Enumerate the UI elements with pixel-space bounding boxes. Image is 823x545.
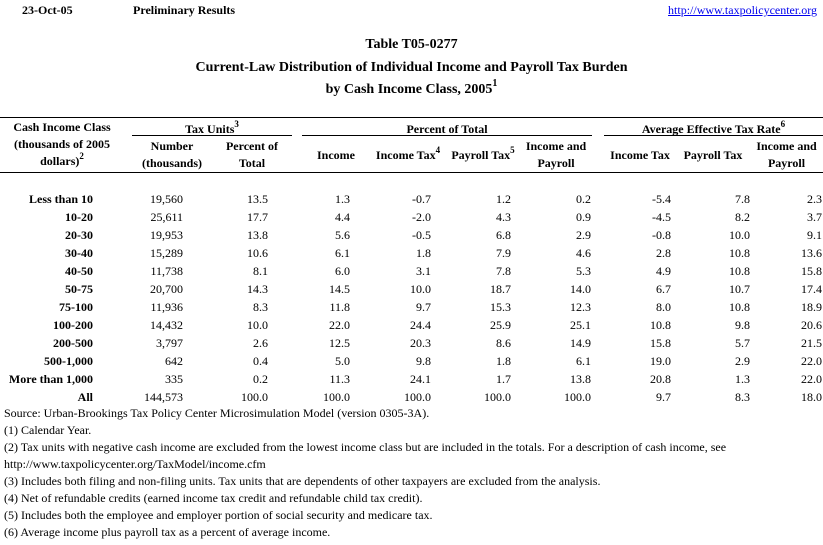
cell-pct-of-total-units: 0.4 (253, 354, 268, 368)
col-group-percent-of-total: Percent of Total (406, 122, 488, 136)
cell-aer-income-tax: 15.8 (650, 336, 671, 350)
cell-aer-payroll-tax: 8.3 (735, 390, 750, 404)
table-row (0, 262, 822, 280)
report-date: 23-Oct-05 (22, 3, 73, 17)
cell-number-thousands: 144,573 (144, 390, 183, 404)
cell-pct-income-and-payroll: 13.8 (570, 372, 591, 386)
table-subtitle: by Cash Income Class, 2005$^1$ (325, 78, 498, 97)
cell-pct-income-tax: 10.0 (410, 282, 431, 296)
cell-pct-income: 12.5 (329, 336, 350, 350)
cell-aer-income-and-payroll: 2.3 (807, 192, 822, 206)
cell-pct-payroll-tax: 25.9 (490, 318, 511, 332)
cell-pct-income-tax: 100.0 (404, 390, 431, 404)
cell-pct-payroll-tax: 6.8 (496, 228, 511, 242)
cell-aer-income-tax: 19.0 (650, 354, 671, 368)
cell-aer-income-and-payroll: 9.1 (807, 228, 822, 242)
cell-pct-income: 100.0 (323, 390, 350, 404)
col-aer-income-tax: Income Tax (610, 148, 670, 162)
cell-aer-income-tax: -0.8 (652, 228, 671, 242)
cell-number-thousands: 25,611 (150, 210, 183, 224)
cell-pct-income-tax: 9.8 (416, 354, 431, 368)
cell-pct-payroll-tax: 7.9 (496, 246, 511, 260)
cell-number-thousands: 19,560 (150, 192, 183, 206)
cell-pct-income-and-payroll: 14.9 (570, 336, 591, 350)
cell-number-thousands: 19,953 (150, 228, 183, 242)
table-row (0, 370, 822, 388)
cell-pct-income-and-payroll: 6.1 (576, 354, 591, 368)
cell-pct-income: 14.5 (329, 282, 350, 296)
distribution-table (0, 190, 822, 406)
cell-pct-income-tax: 20.3 (410, 336, 431, 350)
cell-pct-of-total-units: 13.5 (247, 192, 268, 206)
cell-pct-of-total-units: 0.2 (253, 372, 268, 386)
cell-aer-income-tax: 2.8 (656, 246, 671, 260)
cell-pct-income-tax: -0.7 (412, 192, 431, 206)
cell-number-thousands: 20,700 (150, 282, 183, 296)
cell-pct-payroll-tax: 4.3 (496, 210, 511, 224)
cell-pct-of-total-units: 17.7 (247, 210, 268, 224)
footnote-5: (5) Includes both the employee and employer portion of social security and medicare tax. (4, 508, 433, 522)
cell-aer-income-tax: 8.0 (656, 300, 671, 314)
cell-pct-of-total-units: 2.6 (253, 336, 268, 350)
cell-pct-payroll-tax: 15.3 (490, 300, 511, 314)
table-row (0, 244, 822, 262)
cell-aer-income-and-payroll: 15.8 (801, 264, 822, 278)
cell-pct-of-total-units: 10.0 (247, 318, 268, 332)
cell-pct-of-total-units: 100.0 (241, 390, 268, 404)
cell-pct-payroll-tax: 1.2 (496, 192, 511, 206)
cell-pct-income: 22.0 (329, 318, 350, 332)
cell-pct-income-tax: 24.4 (410, 318, 431, 332)
col-pct-payroll-tax: Payroll Tax$^5$ (451, 145, 515, 162)
cell-pct-income-and-payroll: 0.9 (576, 210, 591, 224)
table-row (0, 226, 822, 244)
row-label: 50-75 (65, 282, 93, 296)
table-row (0, 316, 822, 334)
col-pct-income: Income (317, 148, 355, 162)
cell-aer-payroll-tax: 10.8 (729, 264, 750, 278)
cell-pct-income: 1.3 (335, 192, 350, 206)
cell-aer-payroll-tax: 8.2 (735, 210, 750, 224)
cell-pct-income-and-payroll: 100.0 (564, 390, 591, 404)
cell-pct-of-total-units: 10.6 (247, 246, 268, 260)
footnote-6: (6) Average income plus payroll tax as a percent of average income. (4, 525, 331, 539)
row-label: Less than 10 (28, 192, 93, 206)
cell-pct-income: 4.4 (335, 210, 350, 224)
cell-aer-payroll-tax: 5.7 (735, 336, 750, 350)
col-number: Number (thousands) (141, 139, 203, 170)
cell-pct-of-total-units: 8.1 (253, 264, 268, 278)
cell-pct-income-tax: -2.0 (412, 210, 431, 224)
cell-pct-income: 11.8 (329, 300, 350, 314)
cell-number-thousands: 335 (165, 372, 183, 386)
cell-aer-income-and-payroll: 22.0 (801, 354, 822, 368)
cell-aer-payroll-tax: 1.3 (735, 372, 750, 386)
cell-aer-payroll-tax: 10.8 (729, 246, 750, 260)
cell-pct-income-tax: -0.5 (412, 228, 431, 242)
cell-pct-income-and-payroll: 4.6 (576, 246, 591, 260)
cell-pct-income-tax: 3.1 (416, 264, 431, 278)
cell-pct-payroll-tax: 1.7 (496, 372, 511, 386)
row-label: 75-100 (59, 300, 93, 314)
site-link[interactable]: http://www.taxpolicycenter.org (668, 3, 817, 17)
cell-number-thousands: 14,432 (150, 318, 183, 332)
footnote-2-link: http://www.taxpolicycenter.org/TaxModel/income.cfm (4, 457, 266, 471)
cell-pct-income-and-payroll: 0.2 (576, 192, 591, 206)
col-percent-of-total: Percent of Total (225, 139, 279, 170)
cell-pct-income: 6.1 (335, 246, 350, 260)
cell-aer-income-tax: -4.5 (652, 210, 671, 224)
table-row (0, 208, 822, 226)
cell-aer-income-tax: 10.8 (650, 318, 671, 332)
cell-aer-income-and-payroll: 3.7 (807, 210, 822, 224)
table-body (0, 190, 822, 406)
footnote-1: (1) Calendar Year. (4, 423, 92, 437)
cell-pct-income-and-payroll: 12.3 (570, 300, 591, 314)
cell-aer-income-tax: 9.7 (656, 390, 671, 404)
table-row (0, 298, 822, 316)
cell-pct-payroll-tax: 1.8 (496, 354, 511, 368)
col-group-tax-units: Tax Units$^3$ (185, 119, 239, 136)
table-id: Table T05-0277 (365, 37, 458, 52)
cell-aer-income-and-payroll: 17.4 (801, 282, 822, 296)
cell-pct-income-tax: 1.8 (416, 246, 431, 260)
cell-aer-payroll-tax: 10.7 (729, 282, 750, 296)
cell-aer-income-tax: 6.7 (656, 282, 671, 296)
row-label: 30-40 (65, 246, 93, 260)
cell-pct-income-tax: 9.7 (416, 300, 431, 314)
table-row (0, 334, 822, 352)
cell-aer-payroll-tax: 10.8 (729, 300, 750, 314)
cell-pct-payroll-tax: 8.6 (496, 336, 511, 350)
footnote-2: (2) Tax units with negative cash income are excluded from the lowest income class but are included in the totals. For a description of cash income, see (4, 440, 727, 454)
footnote-4: (4) Net of refundable credits (earned income tax credit and refundable child tax credit). (4, 491, 423, 505)
cell-pct-of-total-units: 13.8 (247, 228, 268, 242)
cell-pct-income-and-payroll: 2.9 (576, 228, 591, 242)
cell-pct-income: 11.3 (329, 372, 350, 386)
cell-pct-income-and-payroll: 25.1 (570, 318, 591, 332)
col-pct-income-and-payroll: Income and Payroll (525, 139, 587, 170)
cell-pct-income: 5.0 (335, 354, 350, 368)
row-label: 500-1,000 (44, 354, 93, 368)
row-label: 40-50 (65, 264, 93, 278)
col-group-avg-effective-rate: Average Effective Tax Rate$^6$ (641, 119, 786, 136)
row-label: 20-30 (65, 228, 93, 242)
cell-aer-income-tax: 20.8 (650, 372, 671, 386)
cell-number-thousands: 11,738 (150, 264, 183, 278)
cell-aer-payroll-tax: 7.8 (735, 192, 750, 206)
cell-pct-income-tax: 24.1 (410, 372, 431, 386)
row-label: 100-200 (53, 318, 93, 332)
cell-aer-payroll-tax: 2.9 (735, 354, 750, 368)
cell-aer-income-and-payroll: 21.5 (801, 336, 822, 350)
footnote-3: (3) Includes both filing and non-filing units. Tax units that are dependents of other taxpayers are excluded from the analysis. (4, 474, 601, 488)
top-rule (0, 117, 823, 118)
cell-aer-income-and-payroll: 13.6 (801, 246, 822, 260)
row-label: 10-20 (65, 210, 93, 224)
cell-aer-income-and-payroll: 22.0 (801, 372, 822, 386)
table-row (0, 280, 822, 298)
cell-number-thousands: 15,289 (150, 246, 183, 260)
cell-aer-payroll-tax: 9.8 (735, 318, 750, 332)
cell-pct-of-total-units: 8.3 (253, 300, 268, 314)
cell-number-thousands: 3,797 (156, 336, 183, 350)
cell-number-thousands: 642 (165, 354, 183, 368)
cell-pct-payroll-tax: 100.0 (484, 390, 511, 404)
cell-aer-income-and-payroll: 20.6 (801, 318, 822, 332)
header-bottom-rule (0, 172, 823, 173)
row-label: 200-500 (53, 336, 93, 350)
cell-pct-income: 6.0 (335, 264, 350, 278)
cell-pct-income: 5.6 (335, 228, 350, 242)
cell-aer-income-tax: 4.9 (656, 264, 671, 278)
row-label: More than 1,000 (8, 372, 93, 386)
cell-pct-of-total-units: 14.3 (247, 282, 268, 296)
cell-pct-payroll-tax: 18.7 (490, 282, 511, 296)
cell-pct-payroll-tax: 7.8 (496, 264, 511, 278)
table-title: Current-Law Distribution of Individual Income and Payroll Tax Burden (195, 60, 628, 75)
cell-aer-income-and-payroll: 18.0 (801, 390, 822, 404)
cell-aer-income-and-payroll: 18.9 (801, 300, 822, 314)
col-pct-income-tax: Income Tax$^4$ (375, 145, 441, 162)
cell-number-thousands: 11,936 (150, 300, 183, 314)
table-row (0, 190, 822, 208)
cell-pct-income-and-payroll: 14.0 (570, 282, 591, 296)
cell-pct-income-and-payroll: 5.3 (576, 264, 591, 278)
row-label: All (77, 390, 93, 404)
col-cash-income-class: Cash Income Class (thousands of 2005 dollars)$^2$ (13, 120, 111, 168)
report-status: Preliminary Results (133, 3, 236, 17)
table-row (0, 388, 822, 406)
source-note: Source: Urban-Brookings Tax Policy Center Microsimulation Model (version 0305-3A). (4, 406, 430, 420)
footnotes (4, 405, 819, 541)
cell-aer-payroll-tax: 10.0 (729, 228, 750, 242)
cell-aer-income-tax: -5.4 (652, 192, 671, 206)
col-aer-payroll-tax: Payroll Tax (683, 148, 743, 162)
table-row (0, 352, 822, 370)
col-aer-income-and-payroll: Income and Payroll (756, 139, 817, 170)
